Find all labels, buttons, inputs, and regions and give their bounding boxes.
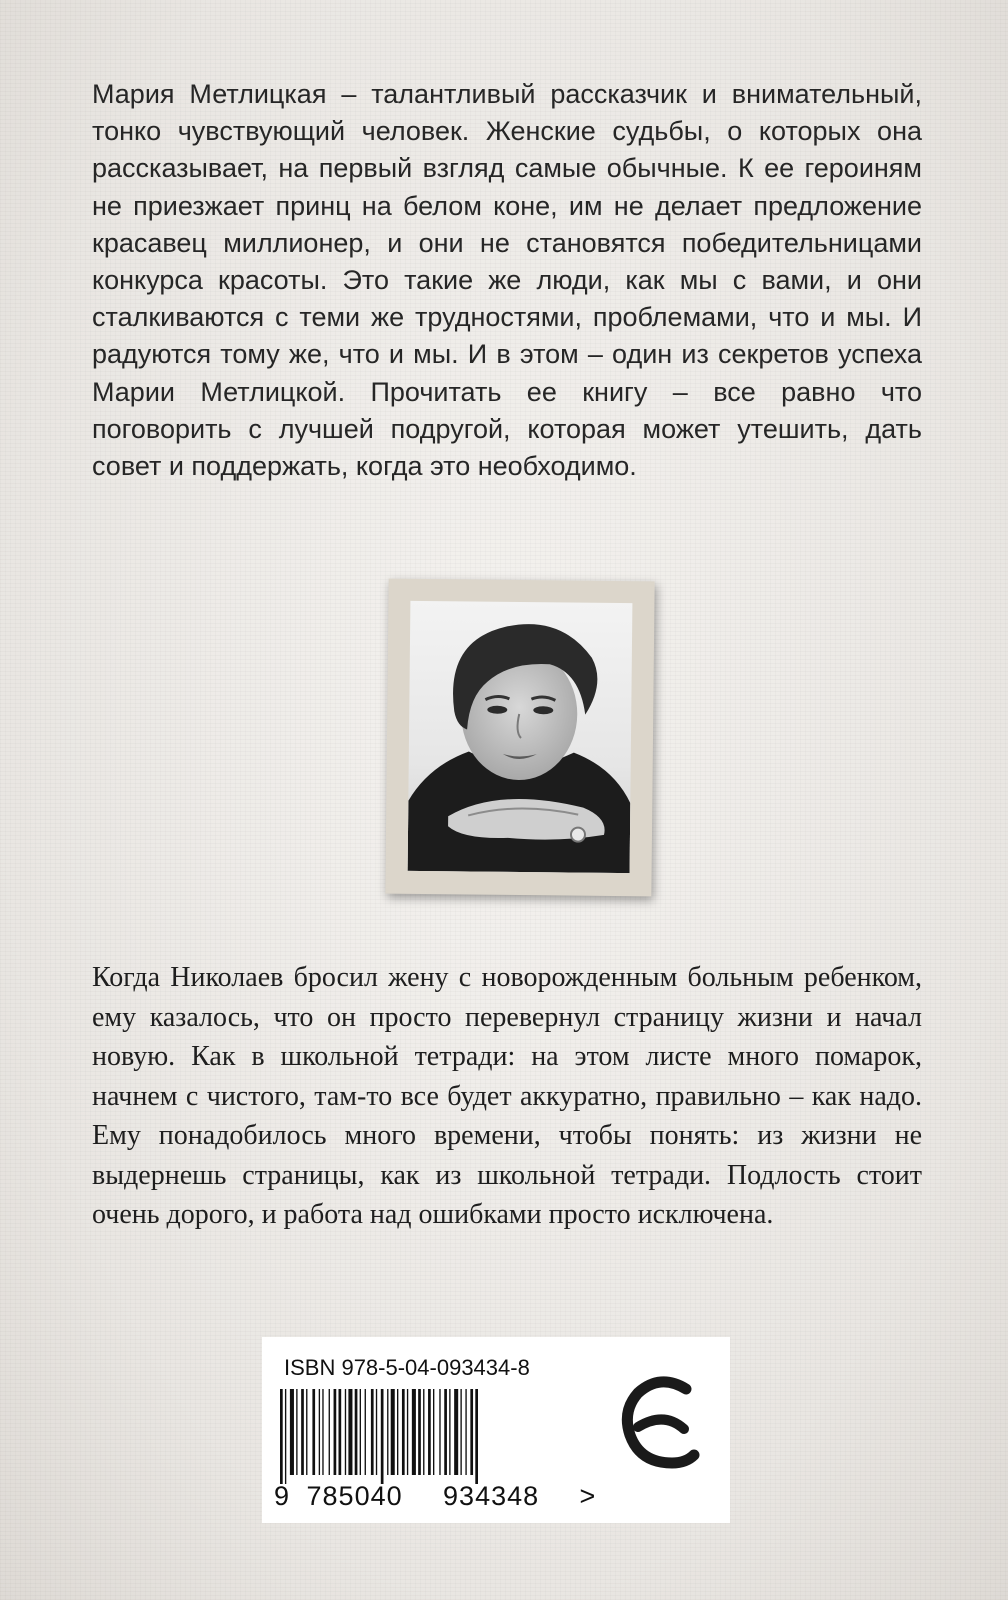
barcode-bar (407, 1389, 408, 1475)
barcode-bar (306, 1389, 307, 1475)
barcode-bar (329, 1389, 330, 1475)
isbn-label: ISBN 978-5-04-093434-8 (284, 1355, 530, 1380)
barcode-bar (433, 1389, 434, 1475)
eksmo-logo-icon (620, 1371, 700, 1481)
barcode-bar (418, 1389, 421, 1475)
barcode-bar (423, 1389, 424, 1475)
barcode-bar (345, 1389, 346, 1475)
barcode-bar (397, 1389, 398, 1475)
barcode-panel (262, 1337, 730, 1523)
barcode (276, 1389, 586, 1484)
barcode-bar (428, 1389, 431, 1475)
ean-left-group: 785040 (306, 1481, 403, 1511)
barcode-bar (449, 1389, 450, 1475)
barcode-bar (381, 1389, 384, 1484)
barcode-bar (355, 1389, 358, 1475)
barcode-bar (470, 1389, 473, 1475)
barcode-bar (439, 1389, 440, 1475)
barcode-bar (475, 1389, 478, 1484)
ean-first-digit: 9 (274, 1481, 291, 1511)
barcode-bar (460, 1389, 461, 1475)
barcode-bar (376, 1389, 377, 1475)
book-annotation: Когда Николаев бросил жену с новорожденным больным ребенком, ему казалось, что он просто перевернул страницу жизни и начал новую. Как в школьной тетради: на этом листе много помарок, начнем с чистого, там-то все будет аккуратно, правильно – как надо. Ему понадобилось много времени, чтобы понять: из жизни не выдернешь страницы, как из школьной тетради. Подлость стоит очень дорого, и работа над ошибками просто исключена. (92, 962, 922, 1230)
barcode-bar (319, 1389, 320, 1475)
barcode-bar (290, 1389, 294, 1475)
barcode-bar (334, 1389, 337, 1475)
barcode-bar (339, 1389, 342, 1475)
ean-digits (274, 1481, 596, 1512)
barcode-bar (322, 1389, 323, 1475)
barcode-bar (444, 1389, 447, 1475)
author-photo-frame (385, 579, 654, 897)
barcode-bar (280, 1389, 283, 1484)
barcode-bar (312, 1389, 315, 1475)
author-blurb: Мария Метлицкая – талантливый рассказчик и внимательный, тонко чувствующий человек. Женские судьбы, о которых она рассказывает, на первый взгляд самые обычные. К ее героиням не приезжает принц на белом коне, им не делает предложение красавец миллионер, и они не становятся победительницами конкурса красоты. Это такие же люди, как мы с вами, и они сталкиваются с теми же трудностями, проблемами, что и мы. И радуются тому же, что и мы. И в этом – один из секретов успеха Марии Метлицкой. Прочитать ее книгу – все равно что поговорить с лучшей подругой, которая может утешить, дать совет и поддержать, когда это необходимо. (92, 79, 922, 482)
barcode-bar (454, 1389, 458, 1475)
barcode-bar (365, 1389, 366, 1475)
barcode-bar (285, 1389, 286, 1484)
ean-quiet-mark: > (579, 1481, 597, 1511)
barcode-bar (360, 1389, 361, 1475)
barcode-bar (412, 1389, 416, 1475)
barcode-bar (296, 1389, 297, 1475)
barcode-bar (465, 1389, 466, 1475)
author-photo (408, 601, 633, 873)
barcode-bar (387, 1389, 388, 1475)
barcode-bar (301, 1389, 304, 1475)
barcode-bar (371, 1389, 374, 1475)
barcode-bar (391, 1389, 395, 1475)
barcode-bar (348, 1389, 352, 1475)
ean-right-group: 934348 (443, 1481, 540, 1511)
barcode-bar (402, 1389, 405, 1475)
